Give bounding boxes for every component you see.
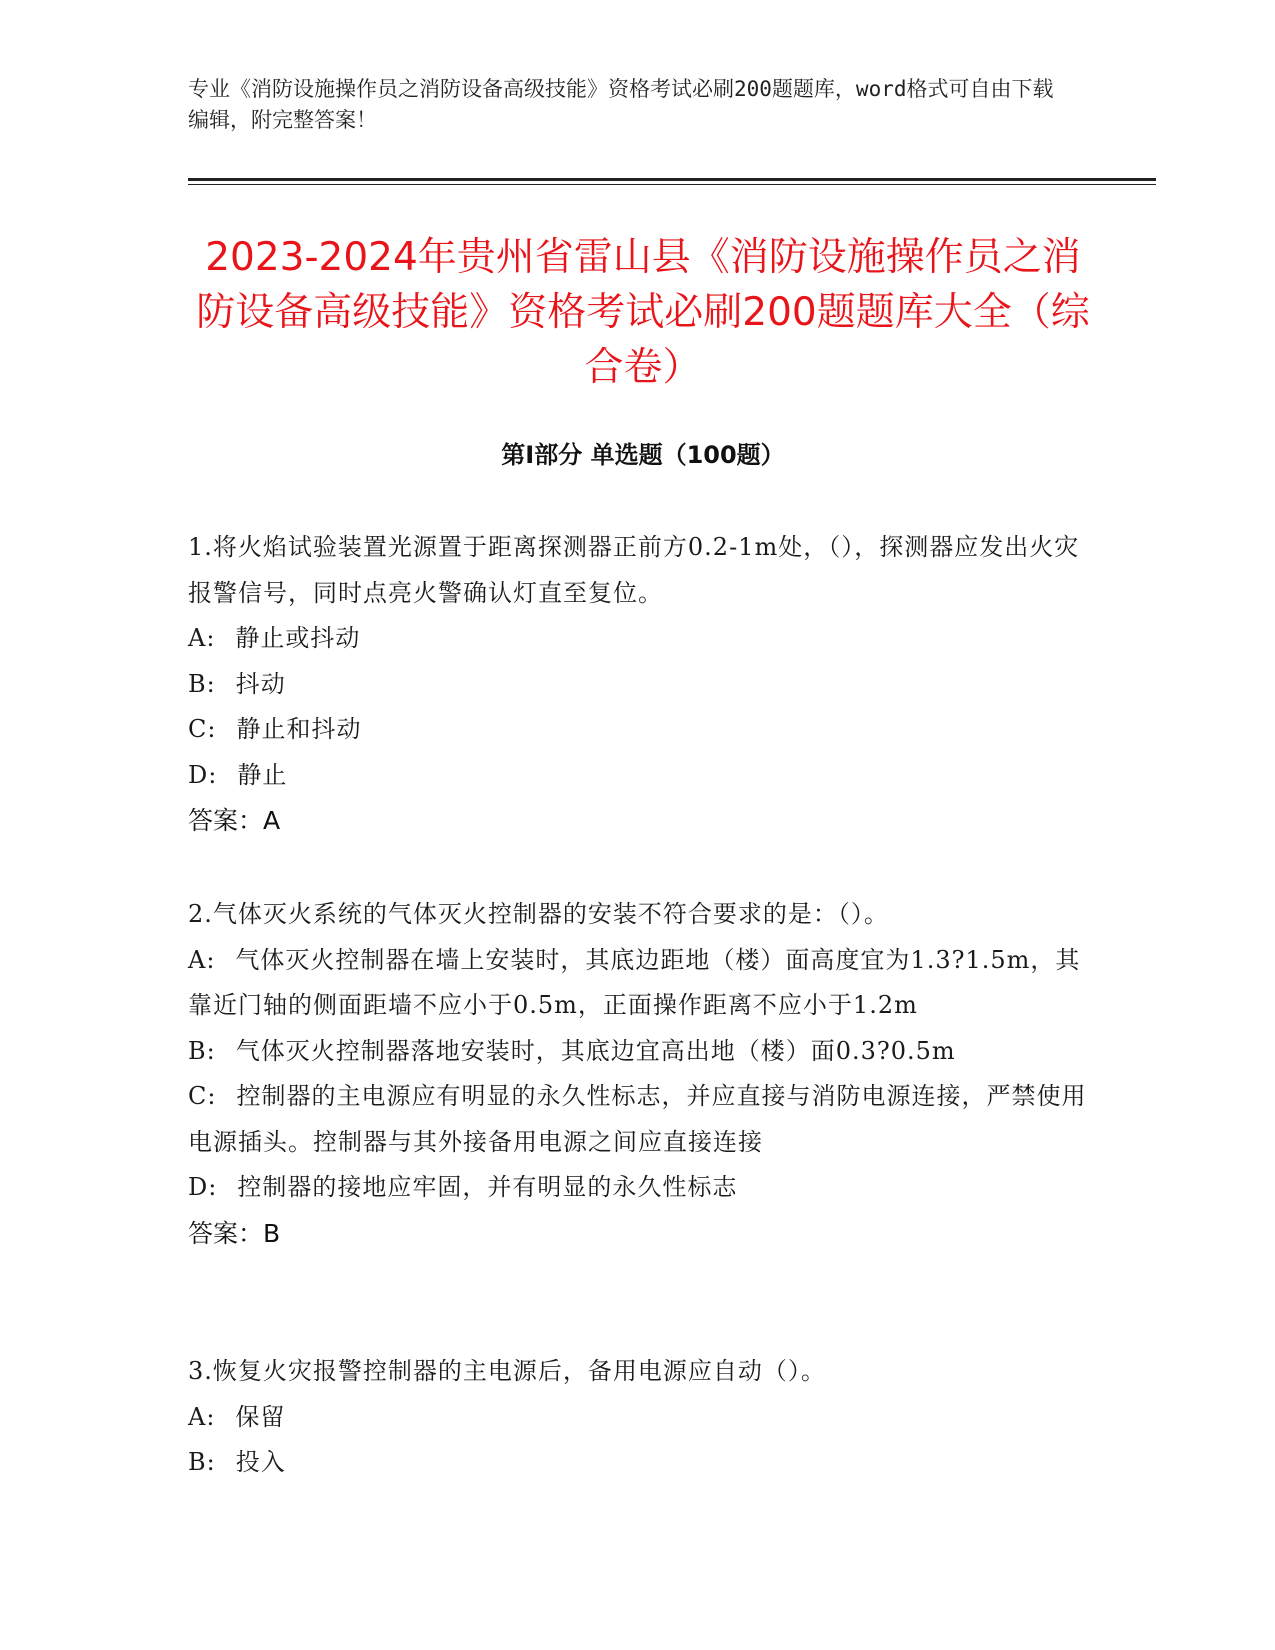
header-note: 专业《消防设施操作员之消防设备高级技能》资格考试必刷200题题库，word格式可自由下载编辑，附完整答案！ (188, 77, 1054, 132)
option-b (188, 1029, 1088, 1075)
answer-label: 答案： (188, 1218, 264, 1248)
question-text: 3.恢复火灾报警控制器的主电源后，备用电源应自动（）。 (188, 1357, 826, 1385)
question-3 (188, 1349, 1088, 1486)
option-key: A: (188, 1402, 216, 1431)
document-title: 2023-2024年贵州省雷山县《消防设施操作员之消防设备高级技能》资格考试必刷200题题库大全（综合卷） (196, 235, 1090, 390)
answer-value: B (263, 1218, 281, 1248)
option-text: 静止和抖动 (236, 715, 362, 743)
option-text: 静止或抖动 (235, 624, 361, 652)
section-title: 第I部分 单选题（100题） (501, 441, 785, 469)
answer-value: A (263, 806, 281, 835)
option-b (188, 1440, 1088, 1486)
option-d (188, 753, 1088, 799)
option-key: D: (188, 1173, 218, 1201)
question-1 (188, 525, 1088, 844)
option-text: 气体灭火控制器落地安装时，其底边宜高出地（楼）面0.3?0.5m (235, 1036, 956, 1065)
option-b (188, 662, 1088, 708)
option-text: 控制器的主电源应有明显的永久性标志，并应直接与消防电源连接，严禁使用电源插头。控制器与其外接备用电源之间应直接连接 (188, 1082, 1087, 1156)
option-text: 抖动 (235, 669, 286, 698)
answer-line (188, 1211, 1088, 1257)
option-key: B: (188, 1036, 216, 1065)
answer-label: 答案： (188, 806, 264, 835)
option-key: A: (188, 624, 216, 652)
question-text: 2.气体灭火系统的气体灭火控制器的安装不符合要求的是：（）。 (188, 900, 889, 928)
option-text: 气体灭火控制器在墙上安装时，其底边距地（楼）面高度宜为1.3?1.5m，其靠近门轴的侧面距墙不应小于0.5m，正面操作距离不应小于1.2m (188, 945, 1081, 1019)
option-key: B: (188, 1448, 216, 1476)
option-text: 控制器的接地应牢固，并有明显的永久性标志 (237, 1173, 738, 1201)
option-text: 静止 (237, 760, 288, 789)
question-2 (188, 892, 1088, 1256)
question-text: 1.将火焰试验装置光源置于距离探测器正前方0.2-1m处，（），探测器应发出火灾报警信号，同时点亮火警确认灯直至复位。 (188, 533, 1080, 607)
option-text: 保留 (235, 1402, 286, 1431)
option-key: D: (188, 760, 218, 789)
header-divider (188, 178, 1156, 181)
option-c (188, 1074, 1088, 1165)
option-key: C: (188, 715, 217, 743)
option-a (188, 1395, 1088, 1441)
option-a (188, 616, 1088, 662)
header-divider-thin (188, 184, 1156, 185)
option-a (188, 938, 1088, 1029)
option-key: B: (188, 669, 216, 698)
option-text: 投入 (235, 1448, 286, 1476)
option-key: A: (188, 945, 216, 974)
option-c (188, 707, 1088, 753)
option-d (188, 1165, 1088, 1211)
option-key: C: (188, 1082, 217, 1110)
answer-line (188, 798, 1088, 844)
